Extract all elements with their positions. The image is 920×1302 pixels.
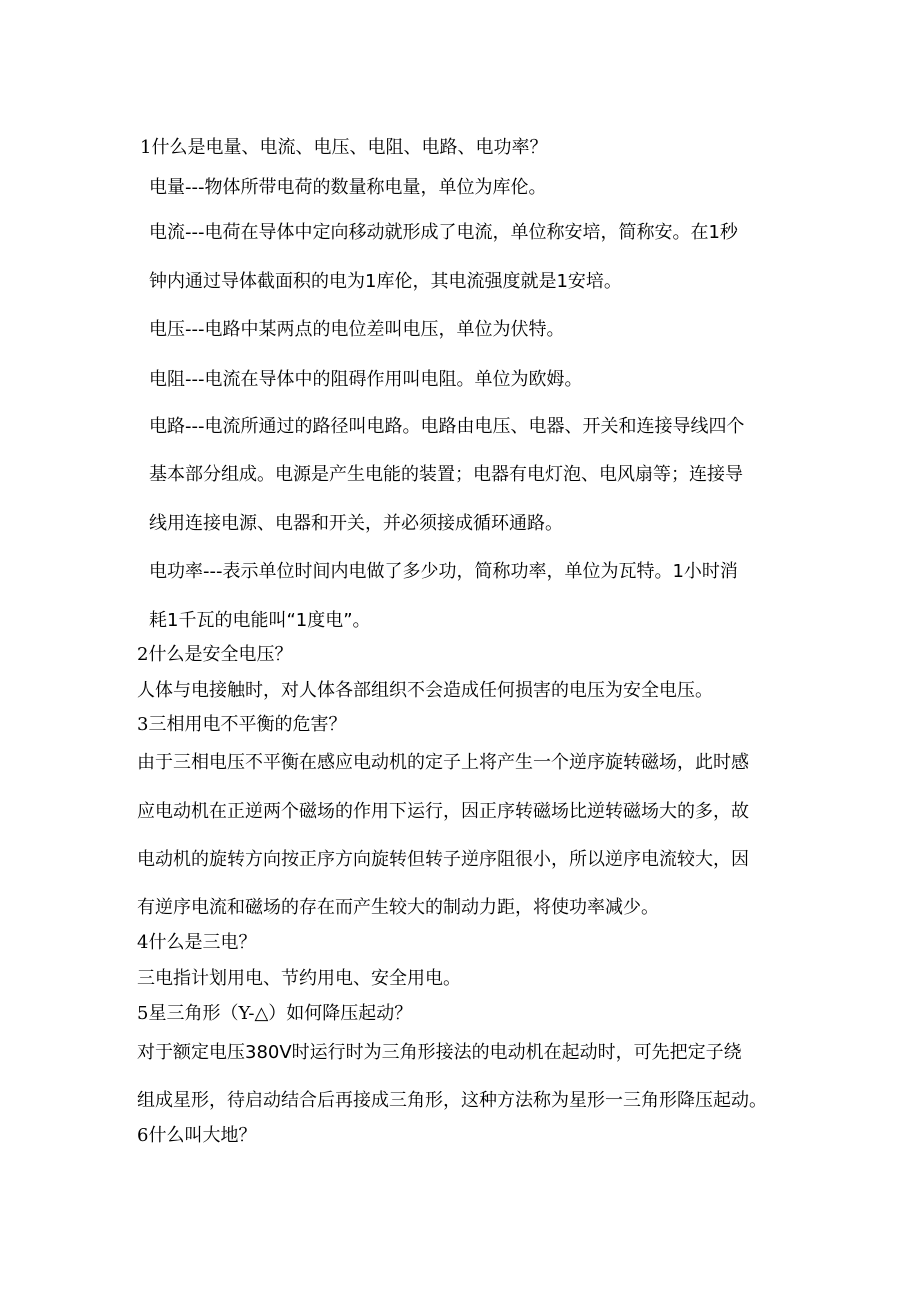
paragraph-line: 电流---电荷在导体中定向移动就形成了电流，单位称安培，简称安。在1秒 (149, 222, 738, 243)
paragraph-line: 电路---电流所通过的路径叫电路。电路由电压、电器、开关和连接导线四个 (149, 416, 745, 437)
section-heading: 3三相用电不平衡的危害？ (137, 714, 347, 735)
paragraph-line: 电阻---电流在导体中的阻碍作用叫电阻。单位为欧姆。 (149, 369, 583, 390)
paragraph-line: 有逆序电流和磁场的存在而产生较大的制动力距，将使功率减少。 (137, 897, 659, 918)
paragraph-line: 电压---电路中某两点的电位差叫电压，单位为伏特。 (149, 319, 565, 340)
paragraph-line: 线用连接电源、电器和开关，并必须接成循环通路。 (149, 513, 563, 534)
paragraph-line: 基本部分组成。电源是产生电能的装置；电器有电灯泡、电风扇等；连接导 (149, 464, 743, 485)
paragraph-line: 钟内通过导体截面积的电为1库伦，其电流强度就是1安培。 (149, 271, 622, 292)
section-heading: 4什么是三电？ (137, 932, 257, 953)
paragraph-line: 组成星形，待启动结合后再接成三角形，这种方法称为星形一三角形降压起动。 (137, 1090, 767, 1111)
paragraph-line: 三电指计划用电、节约用电、安全用电。 (137, 968, 461, 989)
paragraph-line: 电动机的旋转方向按正序方向旋转但转子逆序阻很小，所以逆序电流较大，因 (137, 849, 749, 870)
section-heading: 5星三角形（Y-△）如何降压起动？ (137, 1003, 413, 1024)
section-heading: 2什么是安全电压？ (137, 644, 293, 665)
paragraph-line: 由于三相电压不平衡在感应电动机的定子上将产生一个逆序旋转磁场，此时感 (137, 752, 749, 773)
section-heading: 1什么是电量、电流、电压、电阻、电路、电功率？ (140, 137, 548, 158)
paragraph-line: 电功率---表示单位时间内电做了多少功，简称功率，单位为瓦特。1小时消 (149, 561, 738, 582)
paragraph-line: 应电动机在正逆两个磁场的作用下运行，因正序转磁场比逆转磁场大的多，故 (137, 801, 749, 822)
section-heading: 6什么叫大地？ (137, 1125, 257, 1146)
paragraph-line: 电量---物体所带电荷的数量称电量，单位为库伦。 (149, 177, 547, 198)
paragraph-line: 对于额定电压380V时运行时为三角形接法的电动机在起动时，可先把定子绕 (137, 1042, 742, 1063)
paragraph-line: 耗1千瓦的电能叫“1度电”。 (149, 610, 371, 631)
paragraph-line: 人体与电接触时，对人体各部组织不会造成任何损害的电压为安全电压。 (137, 680, 713, 701)
